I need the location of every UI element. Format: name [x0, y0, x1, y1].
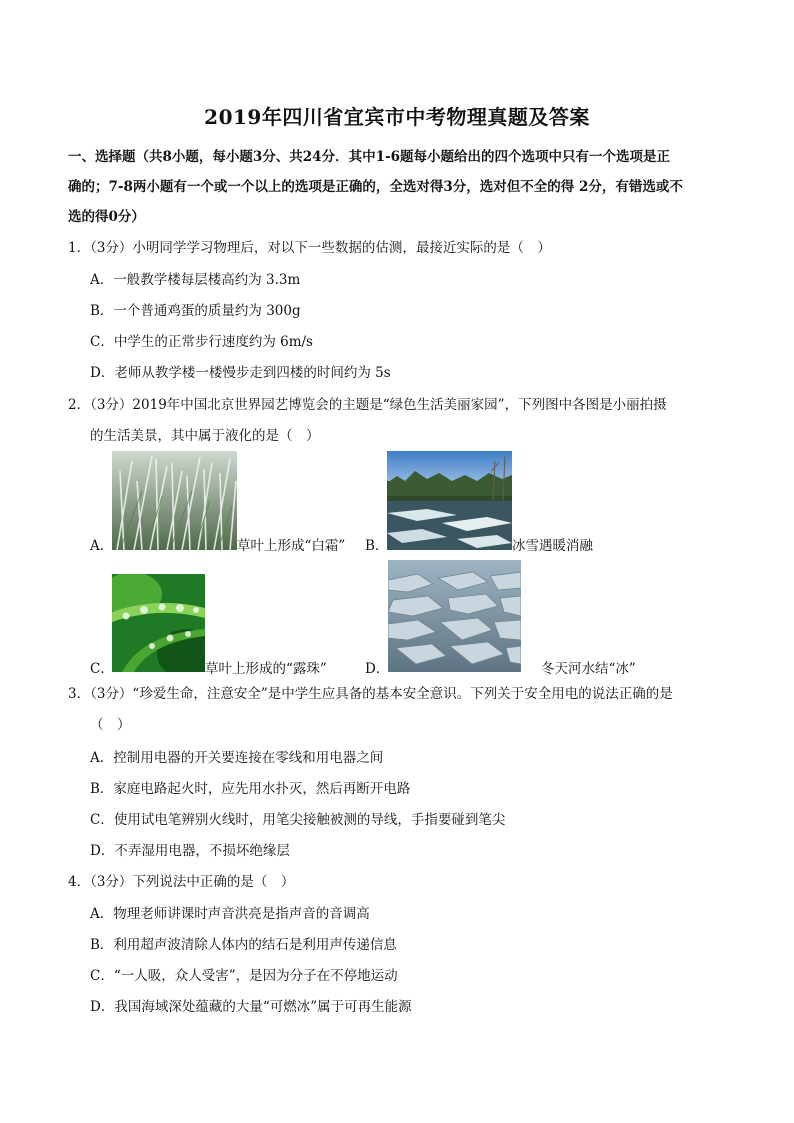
question-2-stem-line-1: 2．（3分）2019年中国北京世界园艺博览会的主题是“绿色生活美丽家园”，下列图中各图是小丽拍摄 — [68, 397, 667, 413]
question-3-option-c: C．使用试电笔辨别火线时，用笔尖接触被测的导线，手指要碰到笔尖 — [90, 812, 506, 828]
question-4-option-a: A．物理老师讲课时声音洪亮是指声音的音调高 — [90, 906, 370, 922]
question-3-option-d: D．不弄湿用电器，不损坏绝缘层 — [90, 843, 290, 859]
question-2-option-a-label: A． — [90, 538, 114, 554]
question-2-option-c-caption: 草叶上形成的“露珠” — [205, 661, 327, 677]
question-2-option-d-label: D． — [365, 661, 390, 677]
question-2-option-d-caption: 冬天河水结“冰” — [541, 661, 636, 677]
page-title: 2019年四川省宜宾市中考物理真题及答案 — [204, 105, 590, 129]
question-1-option-a: A．一般教学楼每层楼高约为 3.3m — [90, 272, 301, 288]
question-3-stem-line-2: （ ） — [90, 717, 131, 733]
question-1-option-c: C．中学生的正常步行速度约为 6m/s — [90, 334, 313, 350]
section-heading-line-1: 一、选择题（共8小题，每小题3分、共24分．其中1-6题每小题给出的四个选项中只有一个选项是正 — [68, 149, 670, 165]
question-4-option-b: B．利用超声波清除人体内的结石是利用声传递信息 — [90, 937, 397, 953]
question-4-option-c: C．“一人吸，众人受害”，是因为分子在不停地运动 — [90, 968, 398, 984]
frozen-river-image — [388, 560, 521, 672]
question-3-option-b: B．家庭电路起火时，应先用水扑灭，然后再断开电路 — [90, 781, 411, 797]
question-2-option-c-label: C． — [90, 661, 114, 677]
question-3-option-a: A．控制用电器的开关要连接在零线和用电器之间 — [90, 750, 384, 766]
section-heading-line-2: 确的；7-8两小题有一个或一个以上的选项是正确的，全选对得3分，选对但不全的得 2分，有错选或不 — [68, 179, 683, 195]
question-4-stem: 4．（3分）下列说法中正确的是（ ） — [68, 874, 295, 890]
question-2-option-b-label: B． — [365, 538, 389, 554]
question-3-stem-line-1: 3．（3分）“珍爱生命，注意安全”是中学生应具备的基本安全意识。下列关于安全用电的说法正确的是 — [68, 686, 673, 702]
question-2-option-b-caption: 冰雪遇暖消融 — [512, 538, 593, 554]
question-1-stem: 1．（3分）小明同学学习物理后，对以下一些数据的估测，最接近实际的是（ ） — [68, 240, 551, 256]
melting-snow-image — [387, 451, 512, 550]
section-heading-line-3: 选的得0分） — [68, 209, 145, 225]
question-4-option-d: D．我国海域深处蕴藏的大量“可燃冰”属于可再生能源 — [90, 999, 412, 1015]
question-1-option-b: B．一个普通鸡蛋的质量约为 300g — [90, 303, 301, 319]
dew-drops-image — [112, 574, 205, 672]
question-1-option-d: D．老师从教学楼一楼慢步走到四楼的时间约为 5s — [90, 365, 391, 381]
question-2-option-a-caption: 草叶上形成“白霜” — [237, 538, 346, 554]
question-2-stem-line-2: 的生活美景，其中属于液化的是（ ） — [90, 428, 320, 444]
frost-grass-image — [112, 451, 237, 550]
